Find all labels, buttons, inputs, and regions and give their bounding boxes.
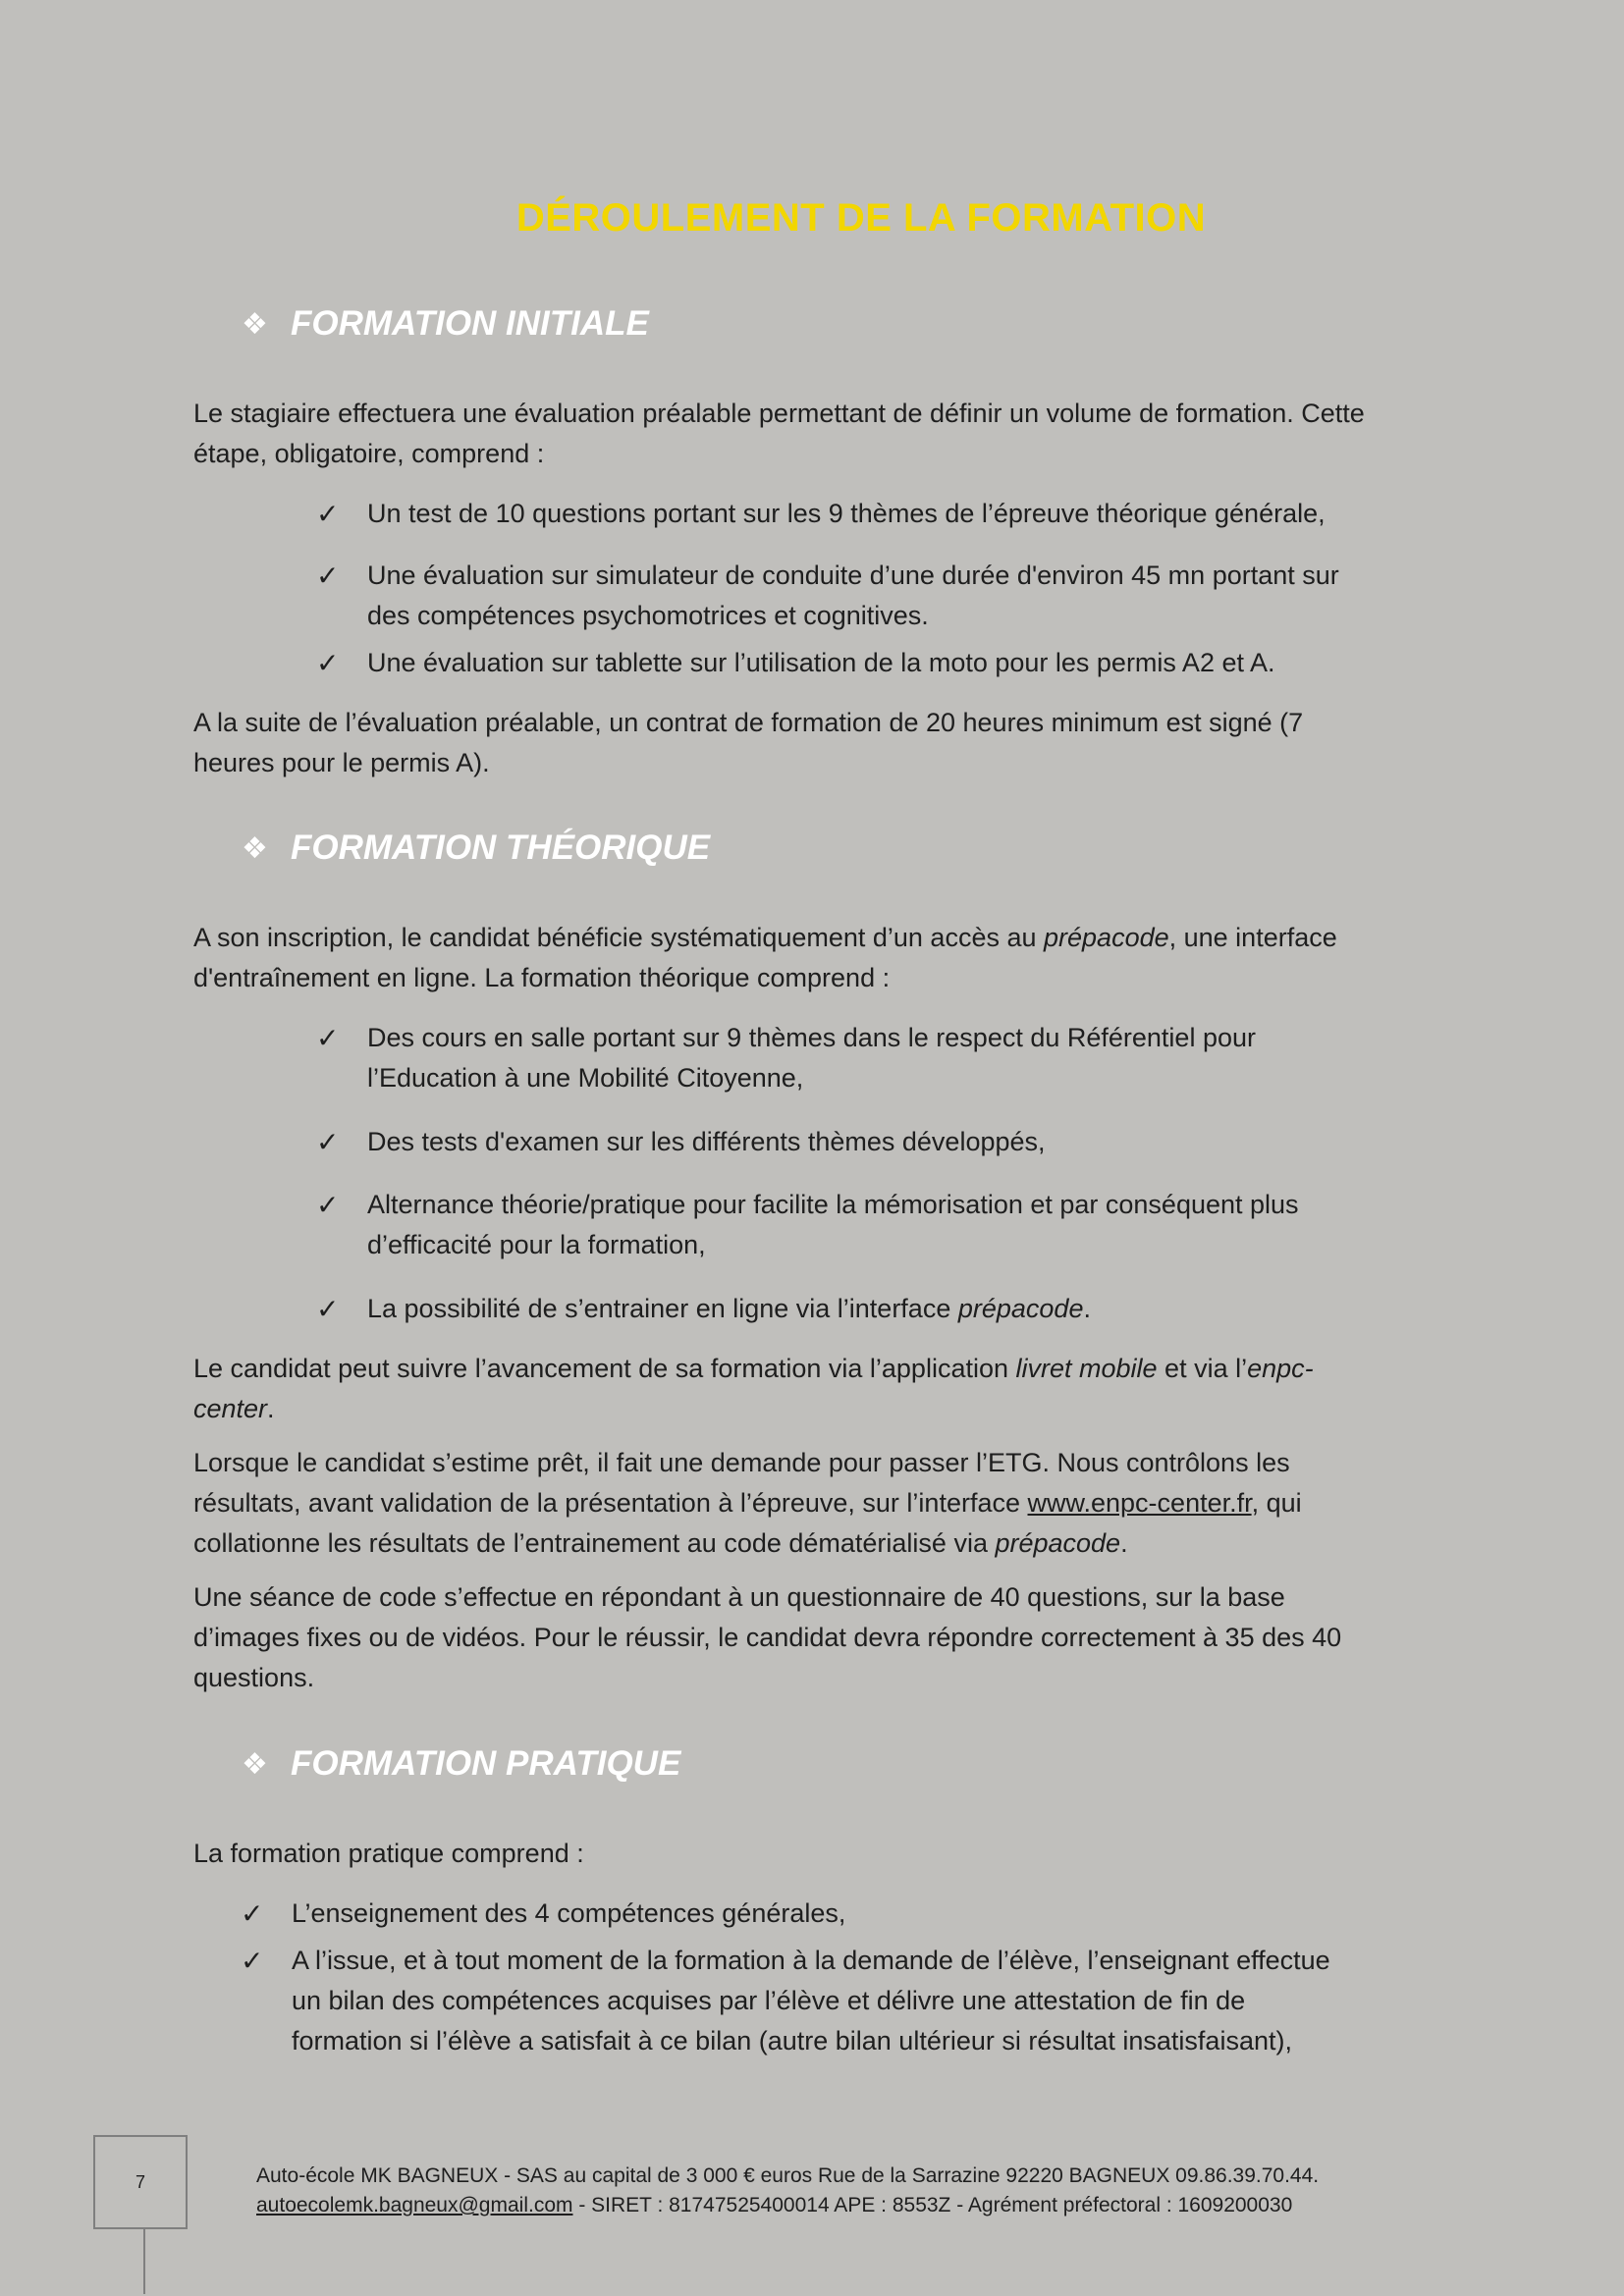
list-item — [316, 1122, 1408, 1162]
section-heading-initiale — [242, 304, 649, 344]
text-span: . — [1083, 1294, 1091, 1323]
section-heading-theorique — [242, 828, 710, 868]
section-heading-label: FORMATION THÉORIQUE — [291, 828, 711, 867]
list-item-text: Une évaluation sur tablette sur l’utilisation de la moto pour les permis A2 et A. — [367, 648, 1275, 677]
footer-email-link[interactable]: autoecolemk.bagneux@gmail.com — [256, 2194, 573, 2216]
footer-text: - SIRET : 81747525400014 APE : 8553Z - Agrément préfectoral : 1609200030 — [572, 2194, 1293, 2216]
text-span: . — [267, 1394, 275, 1423]
paragraph-initiale-outro — [193, 703, 1460, 783]
text-span-italic: prépacode — [957, 1294, 1084, 1323]
text-line: étape, obligatoire, comprend : — [193, 439, 545, 468]
paragraph-pratique-intro — [193, 1834, 1460, 1874]
text-line: La formation pratique comprend : — [193, 1839, 584, 1868]
text-span: La possibilité de s’entrainer en ligne via l’interface — [367, 1294, 958, 1323]
list-item-text: formation si l’élève a satisfait à ce bilan (autre bilan ultérieur si résultat insatisfaisant), — [292, 2026, 1292, 2056]
list-item — [241, 1894, 1401, 1934]
text-line: d’images fixes ou de vidéos. Pour le réussir, le candidat devra répondre correctement à 35 des 40 — [193, 1623, 1342, 1652]
page-number: 7 — [135, 2171, 145, 2192]
list-item — [316, 643, 1408, 683]
list-item-text: d’efficacité pour la formation, — [367, 1230, 706, 1259]
text-span: . — [1120, 1528, 1128, 1558]
checkmark-icon: ✓ — [241, 1898, 264, 1929]
section-heading-label: FORMATION INITIALE — [291, 304, 649, 343]
diamond-bullet-icon: ❖ — [242, 1747, 268, 1781]
text-span: , une interface — [1168, 923, 1337, 952]
text-line — [193, 1389, 1460, 1429]
text-line — [193, 1523, 1460, 1564]
text-span-italic: prépacode — [1044, 923, 1169, 952]
footer-line — [256, 2191, 1484, 2220]
paragraph-theorique-suivi — [193, 1349, 1460, 1429]
list-item — [241, 1941, 1401, 2061]
text-span: , qui — [1251, 1488, 1302, 1518]
list-item — [316, 556, 1408, 636]
footer-line: Auto-école MK BAGNEUX - SAS au capital de 3 000 € euros Rue de la Sarrazine 92220 BAGNEUX 09.86.39.70.44. — [256, 2164, 1320, 2187]
text-span: Le candidat peut suivre l’avancement de sa formation via l’application — [193, 1354, 1016, 1383]
checkmark-icon: ✓ — [316, 1190, 340, 1220]
text-line — [193, 1483, 1460, 1523]
list-item — [316, 494, 1408, 534]
list-item-text: A l’issue, et à tout moment de la formation à la demande de l’élève, l’enseignant effectue — [292, 1946, 1330, 1975]
text-line — [193, 918, 1460, 958]
text-line: A la suite de l’évaluation préalable, un contrat de formation de 20 heures minimum est signé (7 — [193, 708, 1304, 737]
paragraph-theorique-etg — [193, 1443, 1460, 1564]
list-item — [316, 1289, 1408, 1329]
text-span-italic: livret mobile — [1015, 1354, 1158, 1383]
section-heading-pratique — [242, 1744, 680, 1784]
text-span: et via l’ — [1157, 1354, 1248, 1383]
text-span: A son inscription, le candidat bénéficie systématiquement d’un accès au — [193, 923, 1045, 952]
text-line: Lorsque le candidat s’estime prêt, il fait une demande pour passer l’ETG. Nous contrôlons les — [193, 1448, 1290, 1477]
text-line: heures pour le permis A). — [193, 748, 490, 777]
list-item — [316, 1185, 1408, 1265]
checkmark-icon: ✓ — [316, 1294, 340, 1324]
list-item-text: l’Education à une Mobilité Citoyenne, — [367, 1063, 804, 1093]
list-item-text: Un test de 10 questions portant sur les 9 thèmes de l’épreuve théorique générale, — [367, 499, 1326, 528]
checkmark-icon: ✓ — [316, 499, 340, 529]
checkmark-icon: ✓ — [316, 1023, 340, 1053]
list-item-text — [367, 1289, 1408, 1329]
footer — [256, 2162, 1484, 2220]
checkmark-icon: ✓ — [241, 1946, 264, 1976]
checkmark-icon: ✓ — [316, 1127, 340, 1157]
text-span-italic: center — [193, 1394, 268, 1423]
list-item-text: Une évaluation sur simulateur de conduite d’une durée d'environ 45 mn portant sur — [367, 561, 1339, 590]
list-item-text: Des tests d'examen sur les différents thèmes développés, — [367, 1127, 1046, 1156]
list-item-text: Des cours en salle portant sur 9 thèmes dans le respect du Référentiel pour — [367, 1023, 1256, 1052]
list-item — [316, 1018, 1408, 1098]
text-line — [193, 1349, 1460, 1389]
text-line: d'entraînement en ligne. La formation théorique comprend : — [193, 963, 891, 992]
diamond-bullet-icon: ❖ — [242, 831, 268, 865]
text-line: questions. — [193, 1663, 315, 1692]
paragraph-theorique-seance — [193, 1577, 1460, 1698]
checkmark-icon: ✓ — [316, 561, 340, 591]
page-title: DÉROULEMENT DE LA FORMATION — [515, 196, 1207, 240]
text-span-italic: enpc- — [1247, 1354, 1314, 1383]
section-heading-label: FORMATION PRATIQUE — [291, 1744, 681, 1783]
paragraph-initiale-intro — [193, 394, 1460, 474]
enpc-center-link[interactable]: www.enpc-center.fr — [1027, 1488, 1252, 1518]
page-number-connector — [143, 2229, 145, 2294]
checkmark-icon: ✓ — [316, 648, 340, 678]
list-item-text: des compétences psychomotrices et cognitives. — [367, 601, 929, 630]
text-line: Le stagiaire effectuera une évaluation préalable permettant de définir un volume de formation. Cette — [193, 399, 1365, 428]
diamond-bullet-icon: ❖ — [242, 307, 268, 341]
list-item-text: Alternance théorie/pratique pour facilite la mémorisation et par conséquent plus — [367, 1190, 1299, 1219]
list-item-text: un bilan des compétences acquises par l’élève et délivre une attestation de fin de — [292, 1986, 1246, 2015]
paragraph-theorique-intro — [193, 918, 1460, 998]
text-span: collationne les résultats de l’entrainement au code dématérialisé via — [193, 1528, 996, 1558]
text-span-italic: prépacode — [995, 1528, 1121, 1558]
text-span: résultats, avant validation de la présentation à l’épreuve, sur l’interface — [193, 1488, 1028, 1518]
page-number-box — [93, 2135, 188, 2229]
text-line: Une séance de code s’effectue en répondant à un questionnaire de 40 questions, sur la base — [193, 1582, 1285, 1612]
list-item-text: L’enseignement des 4 compétences générales, — [292, 1898, 846, 1928]
